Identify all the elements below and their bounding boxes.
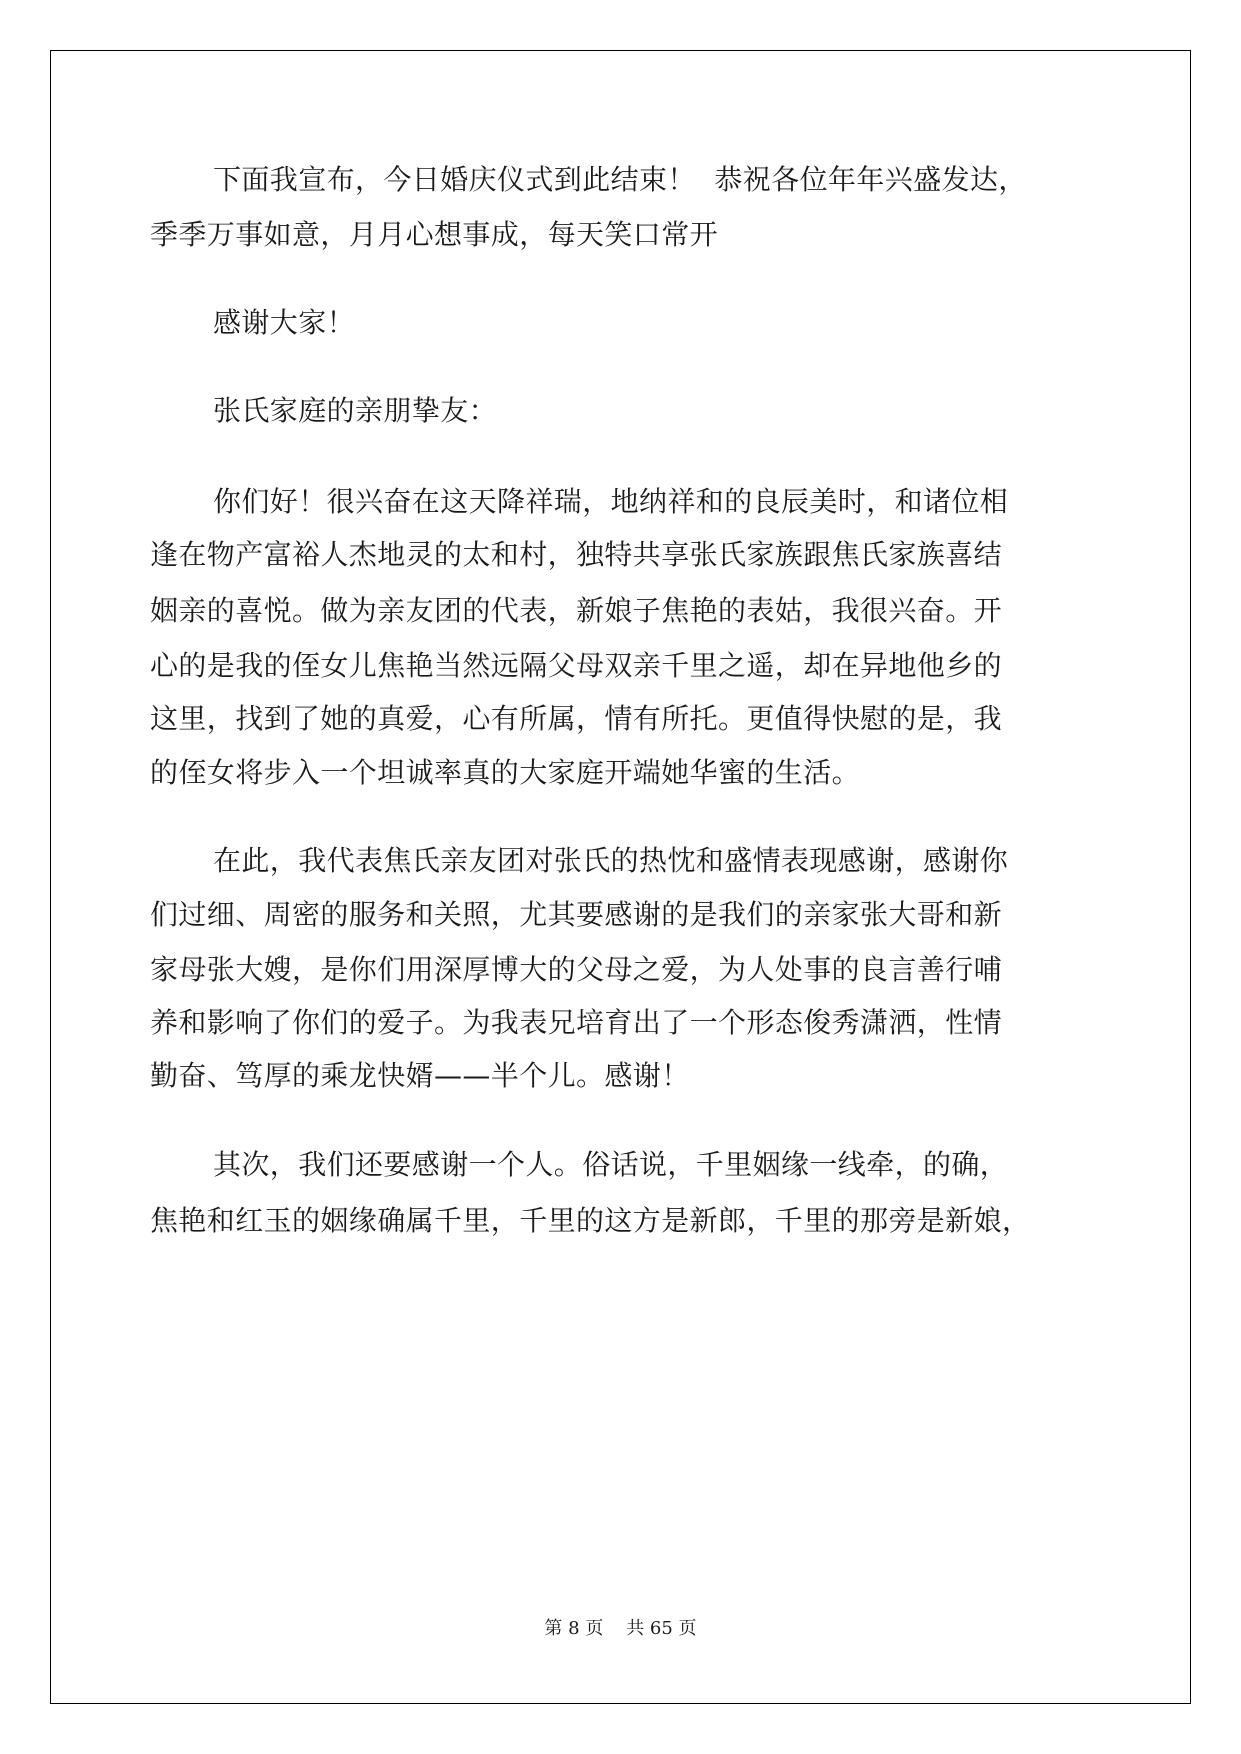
text-line: 其次，我们还要感谢一个人。俗话说，千里姻缘一线牵，的确， xyxy=(213,1148,1009,1181)
text-line: 季季万事如意，月月心想事成，每天笑口常开 xyxy=(150,218,719,251)
text-line: 姻亲的喜悦。做为亲友团的代表，新娘子焦艳的表姑，我很兴奋。开 xyxy=(150,594,1003,627)
text-line: 在此，我代表焦氏亲友团对张氏的热忱和盛情表现感谢，感谢你 xyxy=(213,844,1009,877)
text-line: 这里，找到了她的真爱，心有所属，情有所托。更值得快慰的是，我 xyxy=(150,702,1003,735)
text-line: 焦艳和红玉的姻缘确属千里，千里的这方是新郎，千里的那旁是新娘， xyxy=(150,1204,1031,1237)
text-line: 心的是我的侄女儿焦艳当然远隔父母双亲千里之遥，却在异地他乡的 xyxy=(150,649,1003,682)
text-line: 养和影响了你们的爱子。为我表兄培育出了一个形态俊秀潇洒，性情 xyxy=(150,1006,1003,1039)
text-line: 下面我宣布，今日婚庆仪式到此结束！ 恭祝各位年年兴盛发达， xyxy=(213,163,1027,196)
text-line: 勤奋、笃厚的乘龙快婿——半个儿。感谢！ xyxy=(150,1059,690,1092)
page-number-footer: 第 8 页 共 65 页 xyxy=(544,1618,697,1639)
text-line: 逢在物产富裕人杰地灵的太和村，独特共享张氏家族跟焦氏家族喜结 xyxy=(150,538,1003,571)
text-line: 的侄女将步入一个坦诚率真的大家庭开端她华蜜的生活。 xyxy=(150,756,861,789)
text-line: 感谢大家！ xyxy=(213,306,356,339)
text-line: 们过细、周密的服务和关照，尤其要感谢的是我们的亲家张大哥和新 xyxy=(150,898,1003,931)
text-line: 家母张大嫂，是你们用深厚博大的父母之爱，为人处事的良言善行哺 xyxy=(150,953,1003,986)
text-line: 你们好！很兴奋在这天降祥瑞，地纳祥和的良辰美时，和诸位相 xyxy=(213,485,1009,518)
text-line: 张氏家庭的亲朋挚友： xyxy=(213,394,498,427)
